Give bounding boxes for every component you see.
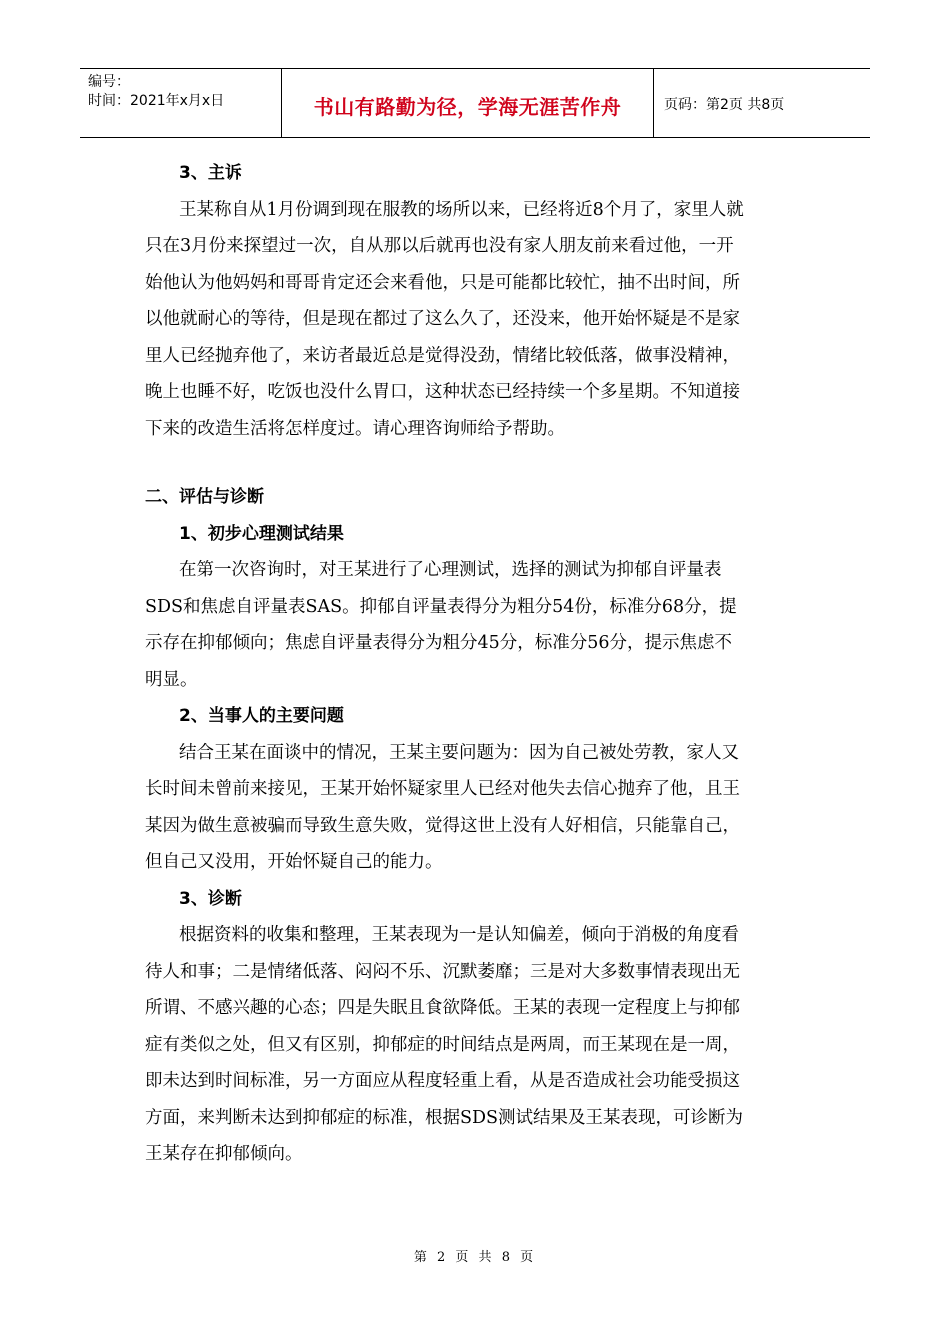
paragraph-line: SDS和焦虑自评量表SAS。抑郁自评量表得分为粗分54份，标准分68分，提: [145, 596, 737, 617]
main-problem-heading: 2、当事人的主要问题: [179, 706, 344, 726]
document-number-label: 编号：: [88, 74, 130, 90]
diagnosis-heading: 3、诊断: [179, 888, 242, 909]
paragraph-line: 里人已经抛弃他了，来访者最近总是觉得没劲，情绪比较低落，做事没精神，: [145, 345, 740, 366]
page-footer: 第 2 页 共 8 页: [413, 1250, 537, 1265]
section-gap: [145, 447, 810, 479]
paragraph-line: 晚上也睡不好，吃饭也没什么胃口，这种状态已经持续一个多星期。不知道接: [145, 382, 740, 402]
paragraph-line: 所谓、不感兴趣的心态；四是失眠且食欲降低。王某的表现一定程度上与抑郁: [145, 998, 740, 1018]
paragraph-line: 但自己又没用，开始怀疑自己的能力。: [145, 852, 443, 872]
paragraph-line: 示存在抑郁倾向；焦虑自评量表得分为粗分45分，标准分56分，提示焦虑不: [145, 633, 733, 653]
paragraph-line: 只在3月份来探望过一次，自从那以后就再也没有家人朋友前来看过他，一开: [145, 236, 734, 256]
paragraph-line: 王某存在抑郁倾向。: [145, 1144, 303, 1164]
paragraph-line: 始他认为他妈妈和哥哥肯定还会来看他，只是可能都比较忙，抽不出时间，所: [145, 272, 740, 293]
paragraph-line: 明显。: [145, 669, 198, 690]
paragraph-line: 症有类似之处，但又有区别，抑郁症的时间结点是两周，而王某现在是一周，: [145, 1034, 740, 1055]
paragraph-line: 待人和事；二是情绪低落、闷闷不乐、沉默萎靡；三是对大多数事情表现出无: [145, 961, 740, 982]
complaint-heading: 3、主诉: [179, 163, 242, 183]
paragraph-line: 即未达到时间标准，另一方面应从程度轻重上看，从是否造成社会功能受损这: [145, 1071, 740, 1091]
evaluation-heading: 二、评估与诊断: [145, 487, 264, 507]
paragraph-line: 王某称自从1月份调到现在服教的场所以来，已经将近8个月了，家里人就: [179, 199, 744, 220]
paragraph-line: 在第一次咨询时，对王某进行了心理测试，选择的测试为抑郁自评量表: [179, 560, 722, 580]
paragraph-line: 方面，来判断未达到抑郁症的标准，根据SDS测试结果及王某表现，可诊断为: [145, 1107, 744, 1128]
paragraph-line: 长时间未曾前来接见，王某开始怀疑家里人已经对他失去信心抛弃了他，且王: [145, 779, 740, 799]
paragraph-line: 下来的改造生活将怎样度过。请心理咨询师给予帮助。: [145, 418, 565, 439]
paragraph-line: 某因为做生意被骗而导致生意失败，觉得这世上没有人好相信，只能靠自己，: [145, 815, 740, 836]
test-results-heading: 1、初步心理测试结果: [179, 523, 344, 544]
header-page-info: 页码：第2页 共8页: [664, 97, 785, 113]
document-date-label: 时间：2021年x月x日: [88, 93, 225, 109]
paragraph-line: 结合王某在面谈中的情况，王某主要问题为：因为自己被处劳教，家人又: [179, 742, 739, 763]
header-meta: [80, 69, 282, 137]
paragraph-line: 根据资料的收集和整理，王某表现为一是认知偏差，倾向于消极的角度看: [179, 925, 739, 945]
paragraph-line: 以他就耐心的等待，但是现在都过了这么久了，还没来，他开始怀疑是不是家: [145, 309, 740, 329]
header-motto: 书山有路勤为径，学海无涯苦作舟: [282, 69, 654, 137]
page-header: [80, 68, 870, 138]
document-body: [145, 155, 810, 1173]
